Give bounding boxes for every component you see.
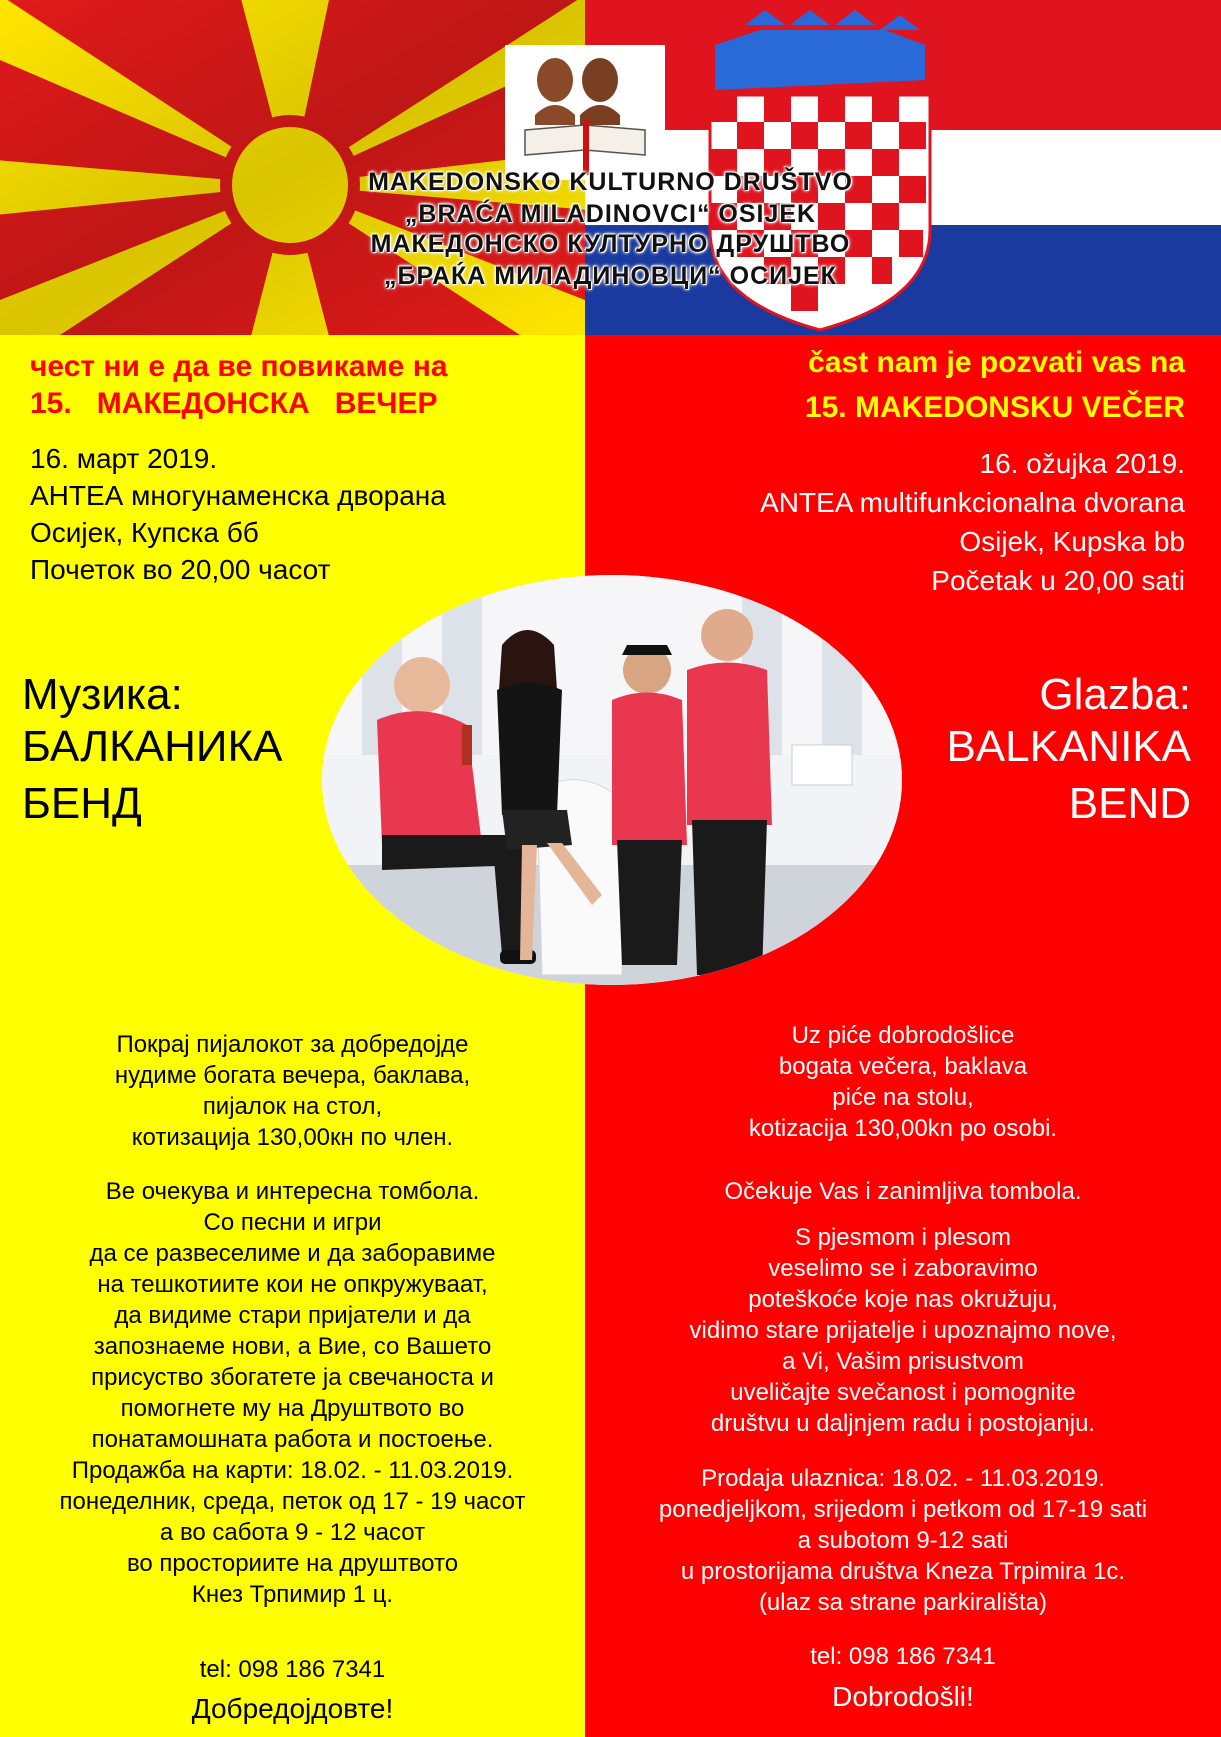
left-phone: tel: 098 186 7341: [199, 1656, 386, 1683]
society-logo: [505, 45, 665, 180]
right-venue: ANTEA multifunkcionalna dvorana: [760, 487, 1185, 518]
band-group-photo-icon: [322, 575, 902, 985]
right-music-label: Glazba:: [1039, 670, 1191, 719]
left-music-label: Музика:: [22, 670, 183, 719]
right-tombola-paragraph: Očekuje Vas i zanimljiva tombola.: [724, 1178, 1082, 1205]
right-offer-paragraph: Uz piće dobrodošlice bogata večera, baklava piće na stolu, kotizacija 130,00kn po osobi.: [748, 1022, 1058, 1142]
right-band-name-2: BEND: [1068, 779, 1191, 828]
right-tickets-paragraph: Prodaja ulaznica: 18.02. - 11.03.2019. ponedjeljkom, srijedom i petkom od 17-19 sati a subotom 9-12 sati u prostorijama društva Kneza Trpimira 1c. (ulaz sa strane parkirališta): [658, 1465, 1148, 1616]
left-band-name: БАЛКАНИКА: [22, 722, 283, 771]
left-details-paragraph: Ве очекува и интересна томбола. Со песни и игри да се развеселиме и да заборавиме на тешкотиите кои не опкружуваат, да видиме стари пријатели и да запознаеме нови, а Вие, со Вашето присуство збогатете ја свечаноста и помогнете му на Друштвото во понатамошната работа и постоење. Продажба на карти: 18.02. - 11.03.2019. понеделник, среда, петок од 17 - 19 часот а во сабота 9 - 12 часот во просториите на друштвото Кнез Трпимир 1 ц.: [59, 1178, 526, 1608]
left-start-time: Почеток во 20,00 часот: [30, 554, 331, 585]
org-name-latin: MAKEDONSKO KULTURNO DRUŠTVO: [368, 168, 853, 196]
left-event-title: 15. МАКЕДОНСКА ВЕЧЕР: [30, 387, 438, 420]
left-welcome: Добредојдовте!: [191, 1693, 394, 1724]
left-invite-line: чест ни е да ве повикаме на: [30, 350, 448, 383]
right-date: 16. ožujka 2019.: [979, 448, 1185, 479]
left-address: Осијек, Купска бб: [30, 517, 259, 548]
left-offer-paragraph: Покрај пијалокот за добредојде нудиме богата вечера, баклава, пијалок на стол, котизација 130,00кн по член.: [114, 1031, 471, 1151]
org-subtitle-latin: „BRAĆA MILADINOVCI“ OSIJEK: [404, 200, 817, 228]
right-welcome: Dobrodošli!: [832, 1681, 974, 1712]
right-band-name: BALKANIKA: [946, 722, 1191, 771]
right-details-paragraph: S pjesmom i plesom veselimo se i zaboravimo poteškoće koje nas okružuju, vidimo stare prijatelje i upoznajmo nove, a Vi, Vašim prisustvom uveličajte svečanost i pomognite društvu u daljnjem radu i postojanju.: [689, 1224, 1117, 1437]
miladinov-brothers-busts-book-logo-icon: [505, 45, 665, 180]
right-start-time: Početak u 20,00 sati: [931, 565, 1185, 596]
right-phone: tel: 098 186 7341: [810, 1643, 996, 1670]
left-band-name-2: БЕНД: [22, 779, 142, 828]
right-event-title: 15. MAKEDONSKU VEČER: [804, 391, 1185, 424]
org-subtitle-cyrillic: „БРАЌА МИЛАДИНОВЦИ“ ОСИЈЕК: [384, 262, 837, 290]
left-venue: АНТЕА многунаменска дворана: [30, 480, 446, 511]
left-date: 16. март 2019.: [30, 443, 218, 474]
band-photo: [322, 575, 902, 985]
right-address: Osijek, Kupska bb: [959, 526, 1185, 557]
right-invite-line: čast nam je pozvati vas na: [808, 346, 1185, 379]
org-name-cyrillic: МАКЕДОНСКО КУЛТУРНО ДРУШТВО: [370, 230, 851, 258]
